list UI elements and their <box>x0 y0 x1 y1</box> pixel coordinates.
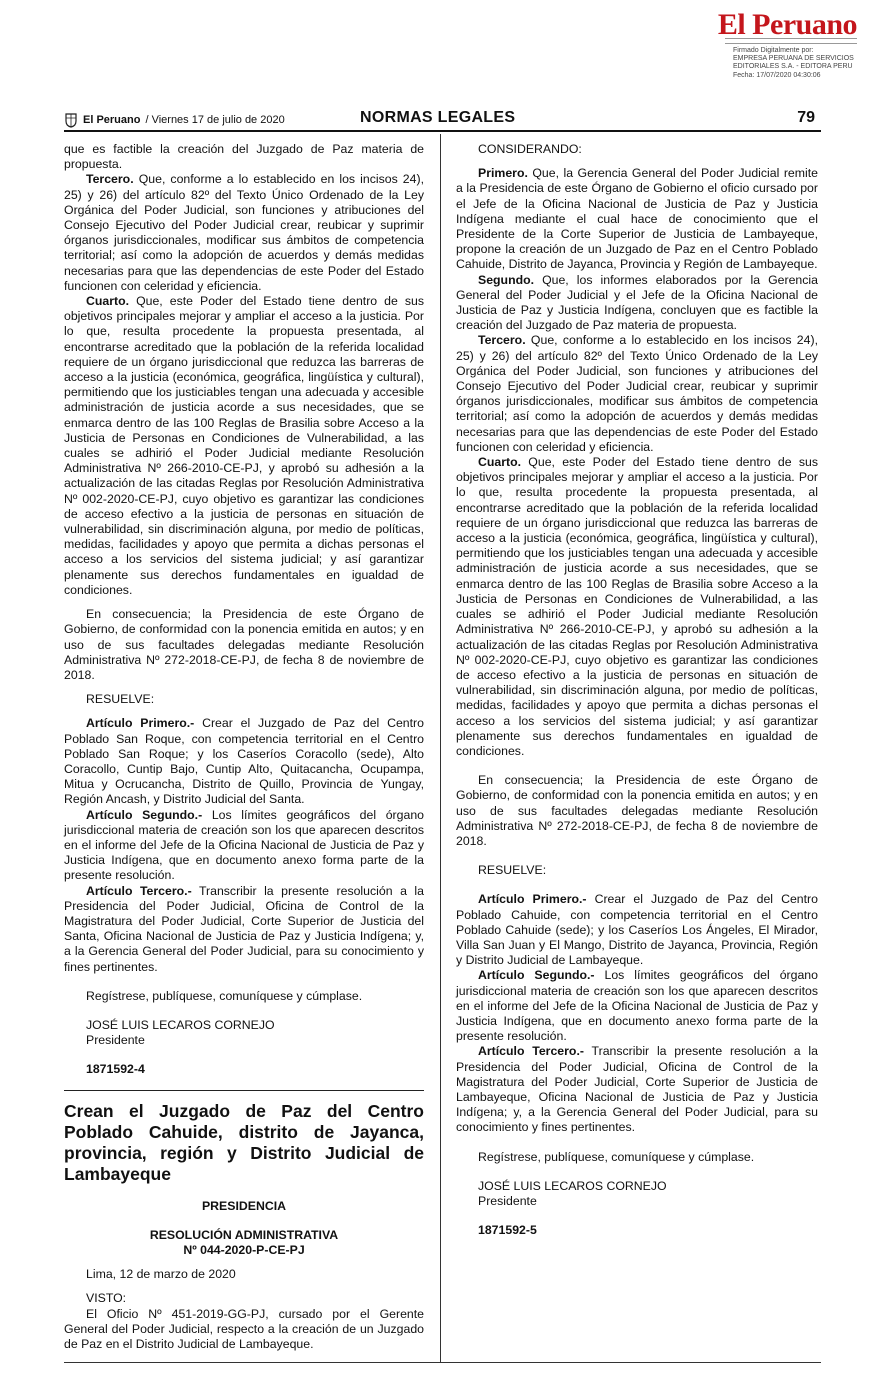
right-column <box>456 142 818 1238</box>
article <box>456 968 818 1044</box>
article-text: Transcribir la presente resolución a la Presidencia del Poder Judicial, Oficina de Control de la Magistratura del Poder Judicial, Corte Superior de Justicia del Santa, Oficina Nacional de Justicia de Paz y Justicia Indígena; y, a la Gerencia General del Poder Judicial, para su conocimiento y fines pertinentes. <box>64 883 424 974</box>
paragraph <box>456 273 818 334</box>
header-section: NORMAS LEGALES <box>360 109 516 126</box>
resolution-title: Crean el Juzgado de Paz del Centro Poblado Cahuide, distrito de Jayanca, provincia, región y Distrito Judicial de Lambayeque <box>64 1100 424 1184</box>
column-divider <box>440 134 441 1362</box>
place-date: Lima, 12 de marzo de 2020 <box>86 1267 236 1282</box>
clause-text: Que, los informes elaborados por la Gerencia General del Poder Judicial y el Jefe de la Oficina Nacional de Justicia de Paz y Justicia Indígena, concluyen que es factible la creación del Juzgado de Paz materia de propuesta. <box>456 272 818 333</box>
clause-label: Segundo. <box>478 272 535 287</box>
publication-number: 1871592-5 <box>478 1223 537 1238</box>
signer-name: JOSÉ LUIS LECAROS CORNEJO <box>478 1178 667 1193</box>
paragraph <box>456 455 818 759</box>
article <box>456 1044 818 1135</box>
clause-text: Que, la Gerencia General del Poder Judicial remite a la Presidencia de este Órgano de Gobierno el oficio cursado por el Jefe de la Oficina Nacional de Justicia de Paz y Justicia Indígena mediante el cual hace de conocimiento que el Presidente de la Corte Superior de Justicia de Lambayeque, propone la creación de un Juzgado de Paz en el Centro Poblado Cahuide, Distrito de Jayanca, Provincia y Región de Lambayeque. <box>456 166 818 272</box>
article-text: Transcribir la presente resolución a la Presidencia del Poder Judicial, Oficina de Control de la Magistratura del Poder Judicial, Corte Superior de Justicia de Lambayeque, Oficina Nacional de Justicia de Paz y Justicia Indígena; y, a la Gerencia General del Poder Judicial, para su conocimiento y fines pertinentes. <box>456 1044 818 1135</box>
paragraph: que es factible la creación del Juzgado de Paz materia de propuesta. <box>64 142 424 172</box>
paragraph: En consecuencia; la Presidencia de este Órgano de Gobierno, de conformidad con la ponencia emitida en autos; y en uso de sus facultades delegadas mediante Resolución Administrativa Nº 272-2018-CE-PJ, de fecha 8 de noviembre de 2018. <box>456 773 818 848</box>
closing-formula: Regístrese, publíquese, comuníquese y cúmplase. <box>86 988 363 1003</box>
signature-line: EDITORIALES S.A. - EDITORA PERU <box>733 63 853 71</box>
el-peruano-logo: El Peruano <box>717 8 857 41</box>
article-label: Artículo Segundo.- <box>86 807 203 822</box>
article <box>64 884 424 975</box>
paragraph <box>456 166 818 272</box>
resuelve-heading: RESUELVE: <box>86 692 155 707</box>
header-left <box>64 112 285 128</box>
resolution-type: RESOLUCIÓN ADMINISTRATIVA <box>149 1227 339 1242</box>
digital-signature-block <box>733 47 863 80</box>
paragraph: El Oficio Nº 451-2019-GG-PJ, cursado por el Gerente General del Poder Judicial, respecto a la creación de un Juzgado de Paz en el Distrito Judicial de Lambayeque. <box>64 1306 424 1351</box>
considerando-heading: CONSIDERANDO: <box>478 142 582 156</box>
article <box>64 808 424 884</box>
article <box>64 716 424 807</box>
paragraph <box>64 294 424 598</box>
section-separator <box>64 1090 424 1091</box>
clause-label: Tercero. <box>478 333 526 348</box>
article-label: Artículo Tercero.- <box>86 883 192 898</box>
article <box>456 892 818 968</box>
article-label: Artículo Primero.- <box>478 892 587 907</box>
logo-underline <box>725 38 857 44</box>
paragraph: En consecuencia; la Presidencia de este Órgano de Gobierno, de conformidad con la ponencia emitida en autos; y en uso de sus facultades delegadas mediante Resolución Administrativa Nº 272-2018-CE-PJ, de fecha 8 de noviembre de 2018. <box>64 607 424 682</box>
article-text: Crear el Juzgado de Paz del Centro Poblado Cahuide, con competencia territorial en el Centro Poblado Cahuide (sede); y los Caseríos Los Ángeles, El Mirador, Villa San Juan y El Mango, Distrito de Jayanca, Provincia, Región y Distrito Judicial de Lambayeque. <box>456 892 818 968</box>
article-text: Los límites geográficos del órgano jurisdiccional materia de creación son los que aparecen descritos en el informe del Jefe de la Oficina Nacional de Justicia de Paz y Justicia Indígena, que en documento anexo forma parte de la presente resolución. <box>456 968 818 1044</box>
clause-label: Cuarto. <box>86 294 130 309</box>
page-header <box>64 108 821 130</box>
clause-text: Que, este Poder del Estado tiene dentro de sus objetivos principales mejorar y ampliar el acceso a la justicia. Por lo que, resulta procedente la propuesta presentada, al encontrarse acreditado que la población de la referida localidad requiere de un órgano jurisdiccional que reduzca las barreras de acceso a la justicia (económica, geográfica, lingüística y cultural), permitiendo que los justiciables tengan una adecuada y accesible administración de justicia acorde a sus necesidades, que se enmarca dentro de las 100 Reglas de Brasilia sobre Acceso a la Justicia de Personas en Condiciones de Vulnerabilidad, a las cuales se adhirió el Poder Judicial mediante Resolución Administrativa Nº 266-2010-CE-PJ, y aprobó su adhesión a la actualización de las citadas Reglas por Resolución Administrativa Nº 002-2020-CE-PJ, cuyo objetivo es garantizar las condiciones de acceso efectivo a la justicia de personas en situación de vulnerabilidad, sin discriminación alguna, por medio de políticas, medidas, facilidades y apoyo que permita a dichas personas el acceso a los servicios del sistema judicial; y así garantizar plenamente sus derechos fundamentales en igualdad de condiciones. <box>456 455 818 758</box>
coat-of-arms-icon <box>64 112 78 128</box>
publication-number: 1871592-4 <box>86 1062 145 1077</box>
left-column <box>64 142 424 1352</box>
article-text: Los límites geográficos del órgano jurisdiccional materia de creación son los que aparecen descritos en el informe del Jefe de la Oficina Nacional de Justicia de Paz y Justicia Indígena, que en documento anexo forma parte de la presente resolución. <box>64 807 424 883</box>
clause-label: Tercero. <box>86 172 134 187</box>
signer-role: Presidente <box>478 1194 537 1208</box>
footer-rule <box>64 1362 821 1363</box>
visto-heading: VISTO: <box>86 1291 127 1306</box>
issuing-body: PRESIDENCIA <box>201 1198 287 1213</box>
clause-text: Que, conforme a lo establecido en los incisos 24), 25) y 26) del artículo 82º del Texto Único Ordenado de la Ley Orgánica del Poder Judicial, son funciones y atribuciones del Consejo Ejecutivo del Poder Judicial crear, reubicar y suprimir órganos jurisdiccionales, modificar sus ámbitos de competencia territorial; así como la adopción de acuerdos y demás medidas necesarias para que las dependencias de este Poder del Estado funcionen con celeridad y eficiencia. <box>456 333 818 454</box>
article-label: Artículo Primero.- <box>86 716 195 731</box>
signature-line: EMPRESA PERUANA DE SERVICIOS <box>733 55 854 63</box>
resuelve-heading: RESUELVE: <box>478 863 547 878</box>
signer-name: JOSÉ LUIS LECAROS CORNEJO <box>86 1017 275 1032</box>
page-number: 79 <box>797 109 815 126</box>
clause-text: Que, conforme a lo establecido en los incisos 24), 25) y 26) del artículo 82º del Texto Único Ordenado de la Ley Orgánica del Poder Judicial, son funciones y atribuciones del Consejo Ejecutivo del Poder Judicial crear, reubicar y suprimir órganos jurisdiccionales, modificar sus ámbitos de competencia territorial; así como la adopción de acuerdos y demás medidas necesarias para que las dependencias de este Poder del Estado funcionen con celeridad y eficiencia. <box>64 172 424 293</box>
paragraph <box>64 172 424 294</box>
resolution-number: Nº 044-2020-P-CE-PJ <box>183 1242 305 1257</box>
signer-role: Presidente <box>86 1033 145 1048</box>
clause-label: Cuarto. <box>478 455 522 470</box>
article-label: Artículo Tercero.- <box>478 1044 584 1059</box>
clause-text: Que, este Poder del Estado tiene dentro de sus objetivos principales mejorar y ampliar el acceso a la justicia. Por lo que, resulta procedente la propuesta presentada, al encontrarse acreditado que la población de la referida localidad requiere de un órgano jurisdiccional que reduzca las barreras de acceso a la justicia (económica, geográfica, lingüística y cultural), permitiendo que los justiciables tengan una adecuada y accesible administración de justicia acorde a sus necesidades, que se enmarca dentro de las 100 Reglas de Brasilia sobre Acceso a la Justicia de Personas en Condiciones de Vulnerabilidad, a las cuales se adhirió el Poder Judicial mediante Resolución Administrativa Nº 266-2010-CE-PJ, y aprobó su adhesión a la actualización de las citadas Reglas por Resolución Administrativa Nº 002-2020-CE-PJ, cuyo objetivo es garantizar las condiciones de acceso efectivo a la justicia de personas en situación de vulnerabilidad, sin discriminación alguna, por medio de políticas, medidas, facilidades y apoyo que permita a dichas personas el acceso a los servicios del sistema judicial; y así garantizar plenamente sus derechos fundamentales en igualdad de condiciones. <box>64 294 424 597</box>
signature-line: Fecha: 17/07/2020 04:30:06 <box>733 71 821 79</box>
article-label: Artículo Segundo.- <box>478 968 595 983</box>
header-date: / Viernes 17 de julio de 2020 <box>145 114 285 126</box>
article-text: Crear el Juzgado de Paz del Centro Poblado San Roque, con competencia territorial en el Centro Poblado San Roque; y los Caseríos Coracollo (sede), Alto Coracollo, Cuntip Bajo, Cuntip Alto, Quitacancha, Ocupampa, Mitua y Ocrucancha, Distrito de Quillo, Provincia de Yungay, Región Ancash, y Distrito Judicial del Santa. <box>64 716 424 807</box>
header-paper-name: El Peruano <box>83 114 141 126</box>
closing-formula: Regístrese, publíquese, comuníquese y cúmplase. <box>478 1149 755 1164</box>
header-rule <box>64 130 821 132</box>
paragraph <box>456 333 818 455</box>
clause-label: Primero. <box>478 166 528 181</box>
signature-line: Firmado Digitalmente por: <box>733 47 814 54</box>
